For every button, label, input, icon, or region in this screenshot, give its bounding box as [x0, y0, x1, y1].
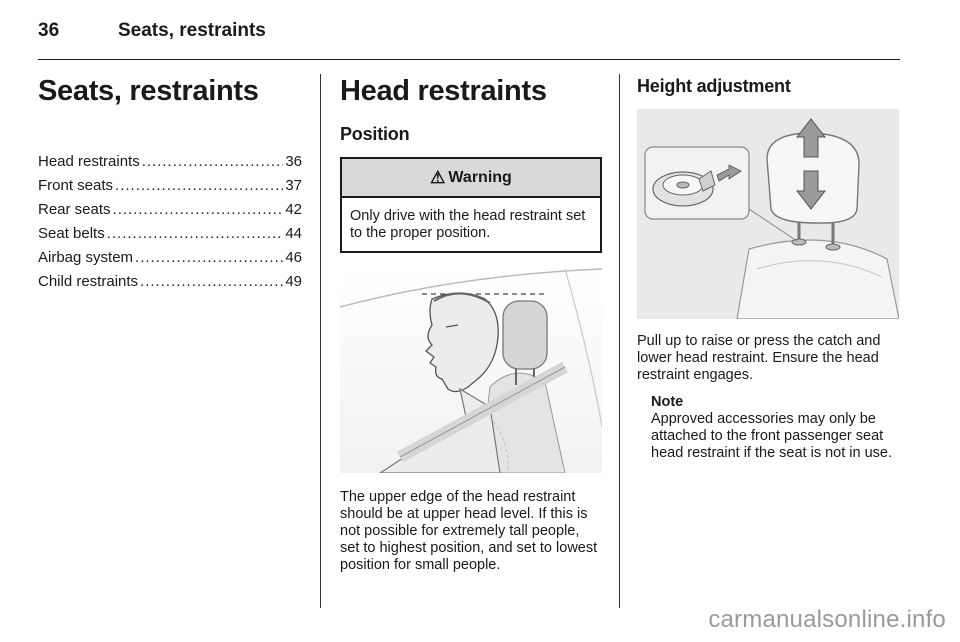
warning-text: Only drive with the head restraint set to the proper position. — [350, 208, 586, 241]
toc-item-label: Head restraints — [38, 153, 140, 170]
header-rule — [38, 59, 900, 60]
toc-list — [38, 146, 302, 290]
toc-item[interactable] — [38, 170, 302, 194]
toc-item-page: 44 — [285, 225, 302, 242]
toc-item[interactable] — [38, 242, 302, 266]
toc-item-label: Rear seats — [38, 201, 111, 218]
note-text: Approved accessories may only be attached to the front passenger seat head restraint if the seat is not in use. — [651, 411, 892, 461]
toc-item-label: Airbag system — [38, 249, 134, 266]
height-adjustment-heading: Height adjustment — [637, 76, 791, 96]
toc-item-page: 49 — [285, 273, 302, 290]
toc-leader — [107, 225, 284, 242]
column-divider-2 — [619, 74, 620, 608]
position-paragraph: The upper edge of the head restraint should be at upper head level. If this is not possible for extremely tall people, set to highest position, and set to lowest position for small people. — [340, 489, 598, 573]
page-number: 36 — [38, 20, 60, 41]
warning-header — [342, 159, 600, 198]
toc-item[interactable] — [38, 218, 302, 242]
toc-item-label: Front seats — [38, 177, 114, 194]
column-divider-1 — [320, 74, 321, 608]
height-adjustment-column — [637, 74, 901, 462]
toc-leader — [142, 153, 284, 170]
warning-title: Warning — [448, 168, 512, 186]
toc-item-page: 46 — [285, 249, 302, 266]
toc-item[interactable] — [38, 266, 302, 290]
note-label: Note — [651, 394, 684, 410]
warning-triangle-icon: ⚠ — [430, 167, 446, 187]
toc-item-page: 36 — [285, 153, 302, 170]
height-adjustment-illustration — [637, 109, 899, 319]
toc-leader — [115, 177, 283, 194]
note-block — [651, 394, 901, 462]
toc-column — [38, 74, 302, 290]
toc-leader — [140, 273, 283, 290]
toc-leader — [113, 201, 284, 218]
toc-item[interactable] — [38, 146, 302, 170]
warning-box — [340, 157, 602, 253]
driver-head-restraint-illustration — [340, 267, 602, 473]
section-title: Head restraints — [340, 75, 547, 107]
watermark: carmanualsonline.info — [708, 606, 946, 633]
height-adjustment-paragraph: Pull up to raise or press the catch and lower head restraint. Ensure the head restraint engages. — [637, 333, 881, 383]
position-heading: Position — [340, 124, 410, 144]
head-restraints-column — [340, 74, 602, 574]
toc-item-page: 42 — [285, 201, 302, 218]
toc-leader — [135, 249, 283, 266]
toc-item-label: Seat belts — [38, 225, 105, 242]
toc-item[interactable] — [38, 194, 302, 218]
toc-item-page: 37 — [285, 177, 302, 194]
toc-item-label: Child restraints — [38, 273, 139, 290]
chapter-title: Seats, restraints — [38, 75, 259, 107]
running-header: Seats, restraints — [118, 20, 266, 41]
